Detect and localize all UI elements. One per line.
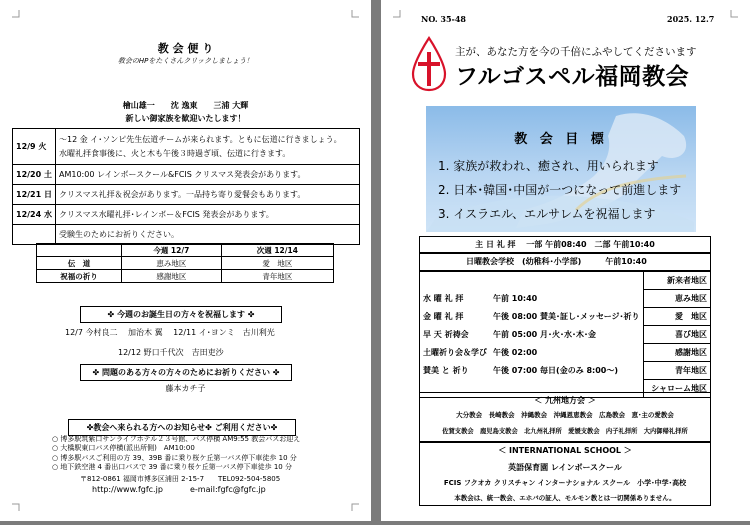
event-date	[13, 225, 56, 245]
event-text: クリスマス水曜礼拝･レインボー＆FCIS 発表会があります。	[55, 205, 359, 225]
newsletter-subtitle: 教会のHPをたくさんクリックしましょう！	[117, 57, 254, 65]
crop-mark-icon	[12, 10, 20, 18]
event-date: 12/24 水	[13, 205, 56, 225]
list-item: ○ 博多駅筑紫口サンライフホテル２３号館、バス停横 AM9:55 教会バスお迎え	[52, 435, 301, 443]
sunday-school: 日曜教会学校 (幼稚科･小学部) 午前10:40	[466, 257, 647, 266]
event-text: AM10:00 レインボースクール&FCIS クリスマス発表会があります。	[55, 165, 359, 185]
table-row	[13, 165, 360, 185]
goal-item: 3. イスラエル、エルサレムを祝福します	[438, 207, 656, 221]
disclaimer: 本教会は、統一教会、エホバの証人、モルモン教とは一切関係ありません。	[454, 494, 676, 502]
sunday-service: 主 日 礼 拝 一部 午前08:40 二部 午前10:40	[475, 240, 655, 249]
event-text: 受験生のためにお祈りください。	[55, 225, 359, 245]
right-page	[381, 0, 750, 521]
left-page	[0, 0, 371, 521]
visitor-info-list	[52, 435, 300, 472]
kyushu-churches-1: 大分教会 長崎教会 沖縄教会 沖縄恩恵教会 広島教会 恵･主の愛教会	[456, 411, 674, 419]
table-row	[37, 244, 334, 257]
birthday-title: ✤ 今週のお誕生日の方々を祝福します ✤	[80, 306, 282, 323]
cross-logo-icon	[409, 36, 449, 92]
event-date: 12/21 日	[13, 185, 56, 205]
next-week-header: 次週 12/14	[221, 244, 333, 257]
table-row	[13, 185, 360, 205]
kyushu-churches-2: 佐賀支教会 鹿児島支教会 北九州礼拝所 愛媛支教会 内子礼拝所 大内御帰礼拝所	[442, 428, 688, 435]
crop-mark-icon	[393, 10, 401, 18]
table-row: 賛美 と 祈り 午後 07:00 毎日(金のみ 8:00～) 青年地区	[420, 362, 711, 380]
issue-date: 2025. 12.7	[667, 14, 715, 24]
newsletter-title: 教 会 便 り	[157, 42, 214, 55]
table-row	[13, 129, 360, 165]
this-week-header: 今週 12/7	[122, 244, 222, 257]
goals-title: 教 会 目 標	[514, 132, 608, 147]
issue-number: NO. 35-48	[421, 14, 466, 24]
crop-mark-icon	[12, 503, 20, 511]
prayer-name: 藤本カチ子	[165, 384, 206, 393]
table-row: 金 曜 礼 拝 午後 08:00 賛美･証し･メッセージ･祈り 愛 地区	[420, 308, 711, 326]
event-text: ～12 金 イ･ソンピ先生伝道チームが来られます。ともに伝道に行きましょう。	[58, 134, 342, 144]
welcome-text: 新しい御家族を歓迎いたします！	[125, 114, 246, 123]
table-row	[13, 225, 360, 245]
church-name: フルゴスペル福岡教会	[455, 64, 690, 90]
international-school-section	[419, 442, 711, 506]
table-row: 水 曜 礼 拝 午前 10:40 恵み地区	[420, 290, 711, 308]
crop-mark-icon	[351, 503, 359, 511]
event-text-2: 水曜礼拝食事後に、火と木も午後３時過ぎ頃、伝道に行きます。	[58, 148, 291, 158]
table-row: シャローム地区	[420, 380, 711, 398]
goal-item: 1. 家族が救われ、癒され、用いられます	[438, 159, 659, 173]
list-item: ○ 大橋駅東口バス停横(派出所側) AM10:00	[52, 444, 195, 453]
new-members: 檜山雄一 沈 逸東 三浦 大輝	[122, 101, 249, 110]
table-row: 早 天 祈祷会 午前 05:00 月･火･水･木･金 喜び地区	[420, 326, 711, 344]
kyushu-section	[419, 392, 711, 442]
weekly-duty-table	[36, 243, 334, 283]
prayer-title: ✤ 問題のある方々の方々のためにお祈りください ✤	[80, 364, 292, 381]
crop-mark-icon	[351, 10, 359, 18]
events-table	[12, 128, 360, 245]
birthday-line-2: 12/12 野口千代次 吉田吏沙	[118, 348, 224, 357]
church-goals-banner	[426, 106, 696, 232]
website-link[interactable]: http://www.fgfc.jp	[92, 485, 163, 494]
kyushu-title: ＜ 九州地方会 ＞	[534, 396, 596, 405]
event-text: クリスマス礼拝＆祝会があります。一品持ち寄り愛餐会もあります。	[55, 185, 359, 205]
schedule-table	[419, 271, 711, 398]
table-row: 祝福の祈り 感謝地区 青年地区	[37, 270, 334, 283]
list-item: ○ 博多駅バスご利用の方 39、39B 番に乗り桜ケ丘第一バス停下車徒歩 10 分	[52, 453, 297, 462]
goal-item: 2. 日本･韓国･中国が一つになって前進します	[438, 183, 682, 197]
tagline: 主が、あなた方を今の千倍にふやしてくださいます	[455, 46, 697, 58]
intl-line-2: FCIS フクオカ クリスチャン インターナショナル スクール 小学･中学･高校	[443, 479, 687, 487]
list-item: ○ 地下鉄空港 4 番出口バスで 39 番に乗り桜ケ丘第一バス停下車徒歩 10 分	[52, 462, 292, 471]
birthday-line-1: 12/7 今村良二 加治木 翼 12/11 イ･ヨンミ 古川利光	[65, 328, 275, 337]
table-row: 伝 道 恵み地区 愛 地区	[37, 257, 334, 270]
address: 〒812-0861 福岡市博多区浦田 2-15-7 TEL092-504-5805	[80, 475, 281, 483]
visitor-info-title: ✤教会へ来られる方へのお知らせ✤ ご利用ください✤	[68, 419, 296, 436]
email-link[interactable]: e-mail:fgfc@fgfc.jp	[190, 485, 266, 494]
event-date: 12/20 土	[13, 165, 56, 185]
table-row: 新来者地区	[420, 272, 711, 290]
table-row: 土曜祈り会＆学び 午後 02:00 感謝地区	[420, 344, 711, 362]
table-row	[13, 205, 360, 225]
intl-line-1: 英語保育園 レインボースクール	[508, 463, 622, 472]
event-date: 12/9 火	[13, 129, 56, 165]
intl-title: ＜ INTERNATIONAL SCHOOL ＞	[498, 446, 632, 455]
crop-mark-icon	[730, 10, 738, 18]
